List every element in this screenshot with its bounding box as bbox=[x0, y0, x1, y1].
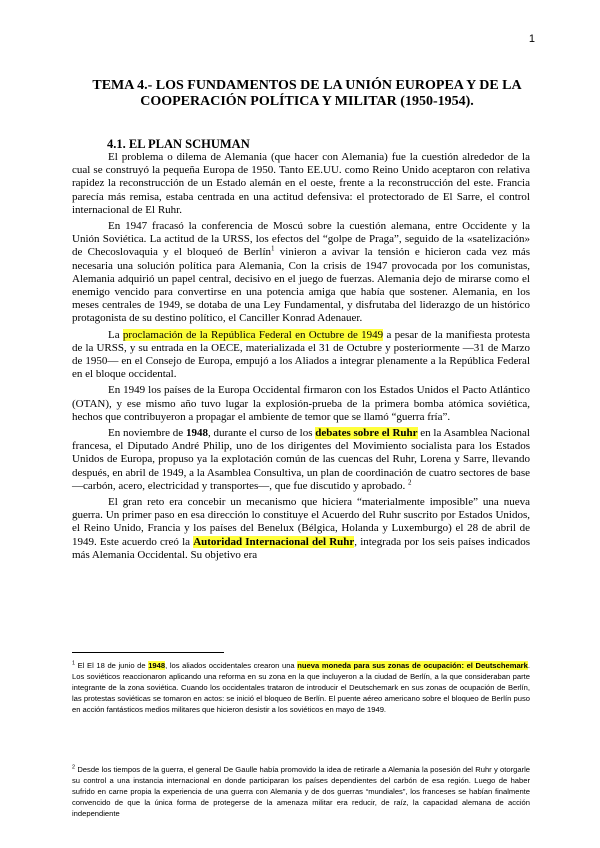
footnote-ref-2[interactable]: 2 bbox=[408, 478, 412, 487]
chapter-title-line-1: TEMA 4.- LOS FUNDAMENTOS DE LA UNIÓN EUROPEA Y DE LA bbox=[92, 78, 522, 93]
chapter-title bbox=[72, 78, 542, 110]
paragraph-6-text-a: El gran reto era concebir un mecanismo que hiciera “materialmente imposible” una nueva guerra. Un primer paso en esa dirección lo constituye el Acuerdo del Ruhr suscrito por Estados Unidos, el Reino Unido, Francia y los países del Benelux (Bélgica, Holanda y Luxemburgo) el 28 de abril de 1949. Este acuerdo creó la bbox=[72, 496, 530, 548]
paragraph-3 bbox=[72, 329, 530, 382]
paragraph-6 bbox=[72, 496, 530, 562]
paragraph-2 bbox=[72, 220, 530, 326]
footnote-1-text-b: , los aliados occidentales crearon una bbox=[165, 661, 298, 670]
paragraph-5-text-b: , durante el curso de los bbox=[207, 427, 316, 440]
page-number: 1 bbox=[528, 33, 535, 45]
bold-year-1948: 1948 bbox=[185, 427, 208, 440]
paragraph-5 bbox=[72, 427, 530, 493]
footnote-1-highlight: nueva moneda para sus zonas de ocupación: el Deutschemark bbox=[297, 661, 528, 670]
paragraph-6-text-b: , integrada por los seis países indicados más Alemania Occidental. Su objetivo era bbox=[72, 535, 530, 561]
paragraph-1: El problema o dilema de Alemania (que hacer con Alemania) fue la cuestión alrededor de la cual se construyó la pequeña Europa de 1950. Tanto EE.UU. como Reino Unido aceptaron con relativa rapidez la reconstrucción de un Estado alemán en el oeste, frente a la reconstrucción del este. Francia parecía más remisa, estaba centrada en una actitud defensiva: el protectorado de El Sarre, el control internacional de El Ruhr. bbox=[72, 151, 530, 216]
paragraph-2-text-a: En 1947 fracasó la conferencia de Moscú sobre la cuestión alemana, entre Occidente y la Unión Soviética. La actitud de la URSS, los efectos del “golpe de Praga”, seguido de la «satelización» de Checoslovaquia y el bloqueó de Berlín bbox=[72, 220, 530, 259]
paragraph-3-text-b: a pesar de la manifiesta protesta de la URSS, y su entrada en la OECE, materializada el 31 de Octubre y posteriormente —31 de Marzo de 1950— en el Consejo de Europa, empujó a los Aliados a integrar plenamente a la República Federal en el bloque occidental. bbox=[72, 328, 530, 381]
highlight-proclamation: proclamación de la República Federal en Octubre de 1949 bbox=[122, 328, 384, 341]
footnote-2-text: Desde los tiempos de la guerra, el general De Gaulle había promovido la idea de retirarle a Alemania la posesión del Ruhr y otorgarle su control a una instancia internacional en donde participaran los países dependientes del carbón de esa región. Luego de haber sufrido en carne propia la experiencia de una guerra con Alemania y de dos guerras “mundiales”, los franceses se habían finalmente convencido de que la única forma de protegerse de la amenaza militar era reducir, de raíz, la capacidad alemana de acción independiente bbox=[72, 765, 530, 818]
chapter-title-line-2: COOPERACIÓN POLÍTICA Y MILITAR (1950-1954). bbox=[140, 94, 474, 109]
footnote-2-mark: 2 bbox=[72, 764, 76, 771]
footnote-1-year: 1948 bbox=[148, 661, 166, 670]
footnote-separator bbox=[72, 652, 224, 653]
paragraph-2-text-b: vinieron a avivar la tensión e hicieron cada vez más necesaria una solución política para Alemania, Con la crisis de 1947 provocada por los comunistas, Alemania adquirió un papel central, decisivo en el juego de fuerzas. Alemania dejo de mirarse como el enemigo vencido para convertirse en una potencia amiga que había que sostener. Alemania, en los meses centrales de 1949, se dotaba de una Ley Fundamental, y disfrutaba del liderazgo de un histórico protagonista de su destino político, el Canciller Konrad Adenauer. bbox=[72, 246, 530, 325]
footnote-1-text-c: . Los soviéticos reaccionaron aplicando una reforma en su zona en la que incluyeron a la ciudad de Berlín, a la que consideraban parte integrante de la zona soviética. Cuando los occidentales trataron de introducir el Deutschemark en sus zonas de ocupación de Berlín, las protestas soviéticas se tomaron en actos: se inició el bloqueo de Berlín. El puente aéreo americano sobre el bloqueo de Berlín puso en acción fantásticos medios militares que hicieron desistir a los soviéticos en mayo de 1949. bbox=[72, 661, 530, 714]
footnote-1-mark: 1 bbox=[72, 660, 76, 667]
highlight-autoridad-ruhr: Autoridad Internacional del Ruhr bbox=[193, 535, 355, 548]
paragraph-5-text-c: en la Asamblea Nacional francesa, el Diputado André Philip, uno de los dirigentes del Movimiento socialista para los Estados Unidos de Europa, propuso ya la explotación común de las cuencas del Ruhr, Lorena y Sarre, llevando después, en abril de 1949, a la Asamblea Consultiva, un plan de coordinación de cuatro sectores de base —carbón, acero, electricidad y transportes—, que fue discutido y aprobado. bbox=[72, 427, 530, 492]
footnote-1 bbox=[72, 660, 530, 715]
footnote-2 bbox=[72, 764, 530, 819]
section-heading: 4.1. EL PLAN SCHUMAN bbox=[107, 137, 250, 151]
footnote-1-text-a: El El 18 de junio de bbox=[75, 661, 149, 670]
paragraph-5-text-a: En noviembre de bbox=[108, 427, 186, 440]
body-text bbox=[72, 151, 530, 565]
highlight-debates-ruhr: debates sobre el Ruhr bbox=[315, 427, 418, 440]
paragraph-3-text-a: La bbox=[108, 328, 123, 341]
paragraph-4: En 1949 los países de la Europa Occidental firmaron con los Estados Unidos el Pacto Atlántico (OTAN), y ese mismo año tuvo lugar la explosión-prueba de la primera bomba atómica soviética, hechos que contribuyeron a propagar el ambiente de temor que se llamó “guerra fría”. bbox=[72, 384, 530, 423]
footnote-ref-1[interactable]: 1 bbox=[271, 244, 275, 253]
